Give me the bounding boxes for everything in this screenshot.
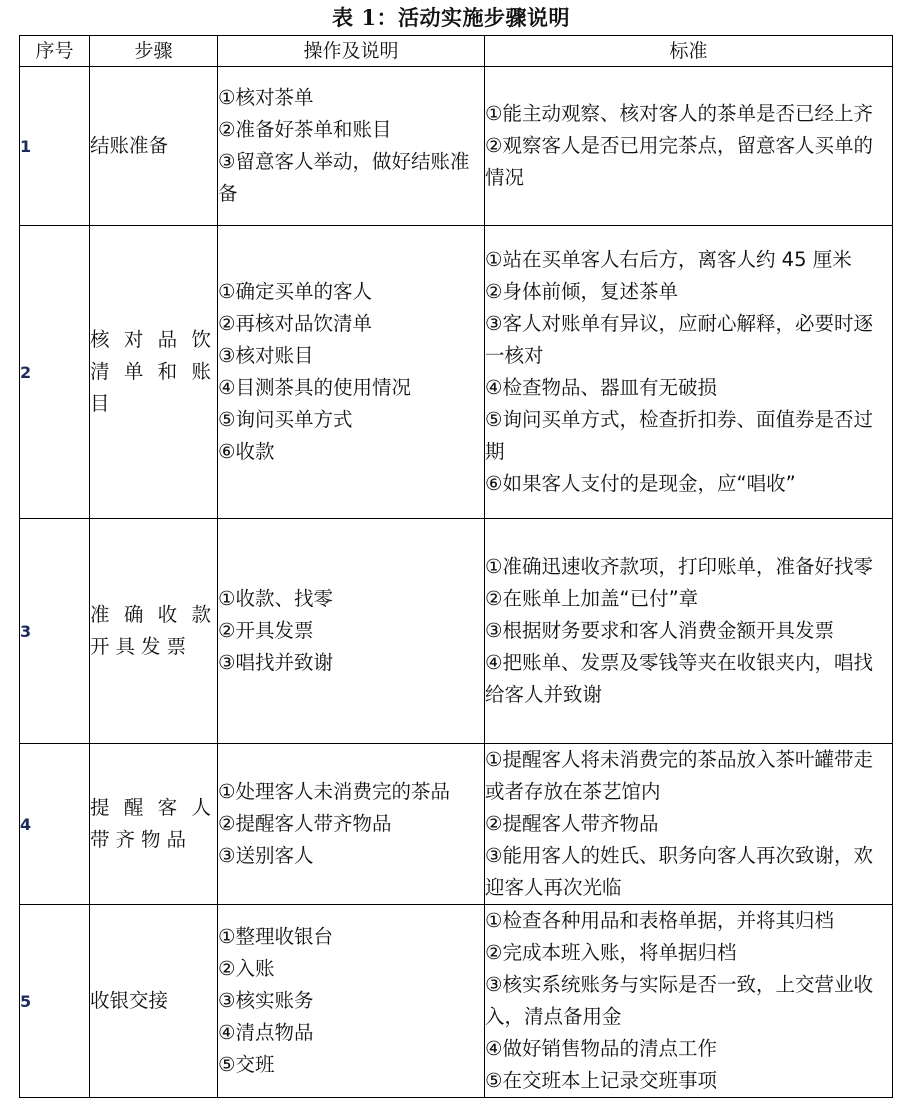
operation-item: ①收款、找零	[218, 587, 333, 610]
operation-item: ③核实账务	[218, 989, 314, 1012]
standard-item: ③客人对账单有异议，应耐心解释，必要时逐一核对	[485, 312, 873, 367]
table-row	[20, 519, 893, 744]
step-name: 核对品饮清单和账目	[90, 226, 218, 519]
standard-item: ①站在买单客人右后方，离客人约 45 厘米	[485, 248, 852, 271]
step-name: 准确收款开具发票	[90, 519, 218, 744]
standard-item: ⑥如果客人支付的是现金，应“唱收”	[485, 472, 796, 495]
row-number: 1	[20, 67, 90, 226]
operation-item: ②入账	[218, 957, 275, 980]
table-row	[20, 905, 893, 1098]
standard-item: ④把账单、发票及零钱等夹在收银夹内，唱找给客人并致谢	[485, 651, 873, 706]
step-name: 提醒客人带齐物品	[90, 744, 218, 905]
standard-list	[485, 226, 893, 519]
header-no: 序号	[20, 36, 90, 67]
operation-item: ④目测茶具的使用情况	[218, 376, 411, 399]
table-row	[20, 67, 893, 226]
operation-item: ①核对茶单	[218, 86, 314, 109]
operation-item: ④清点物品	[218, 1021, 314, 1044]
steps-table	[19, 35, 893, 1098]
operation-item: ③核对账目	[218, 344, 314, 367]
operation-item: ①确定买单的客人	[218, 280, 372, 303]
step-name: 结账准备	[90, 67, 218, 226]
standard-item: ①提醒客人将未消费完的茶品放入茶叶罐带走或者存放在茶艺馆内	[485, 748, 873, 803]
operation-list	[218, 519, 485, 744]
standard-item: ②观察客人是否已用完茶点，留意客人买单的情况	[485, 134, 873, 189]
operation-item: ⑥收款	[218, 440, 275, 463]
standard-list	[485, 67, 893, 226]
standard-list	[485, 905, 893, 1098]
operation-item: ⑤交班	[218, 1053, 275, 1076]
standard-list	[485, 519, 893, 744]
operation-item: ②开具发票	[218, 619, 314, 642]
operation-item: ①处理客人未消费完的茶品	[218, 780, 450, 803]
standard-item: ①准确迅速收齐款项，打印账单，准备好找零	[485, 555, 873, 578]
table-title: 表 1：活动实施步骤说明	[332, 5, 570, 30]
standard-item: ①能主动观察、核对客人的茶单是否已经上齐	[485, 102, 873, 125]
header-row	[20, 36, 893, 67]
standard-item: ③核实系统账务与实际是否一致，上交营业收入，清点备用金	[485, 973, 873, 1028]
operation-item: ②再核对品饮清单	[218, 312, 372, 335]
standard-item: ②提醒客人带齐物品	[485, 812, 659, 835]
operation-item: ⑤询问买单方式	[218, 408, 353, 431]
row-number: 4	[20, 744, 90, 905]
row-number: 2	[20, 226, 90, 519]
operation-item: ①整理收银台	[218, 925, 333, 948]
operation-list	[218, 226, 485, 519]
operation-item: ③唱找并致谢	[218, 651, 333, 674]
operation-list	[218, 905, 485, 1098]
table-row	[20, 744, 893, 905]
operation-item: ②准备好茶单和账目	[218, 118, 392, 141]
standard-list	[485, 744, 893, 905]
header-step: 步骤	[90, 36, 218, 67]
header-standard: 标准	[485, 36, 893, 67]
standard-item: ①检查各种用品和表格单据，并将其归档	[485, 909, 834, 932]
operation-list	[218, 67, 485, 226]
step-name: 收银交接	[90, 905, 218, 1098]
operation-item: ②提醒客人带齐物品	[218, 812, 392, 835]
standard-item: ⑤在交班本上记录交班事项	[485, 1069, 717, 1092]
row-number: 3	[20, 519, 90, 744]
standard-item: ④检查物品、器皿有无破损	[485, 376, 717, 399]
header-operation: 操作及说明	[218, 36, 485, 67]
standard-item: ⑤询问买单方式，检查折扣券、面值券是否过期	[485, 408, 873, 463]
standard-item: ④做好销售物品的清点工作	[485, 1037, 717, 1060]
standard-item: ②在账单上加盖“已付”章	[485, 587, 699, 610]
standard-item: ②身体前倾，复述茶单	[485, 280, 678, 303]
row-number: 5	[20, 905, 90, 1098]
operation-item: ③送别客人	[218, 844, 314, 867]
operation-list	[218, 744, 485, 905]
operation-item: ③留意客人举动，做好结账准备	[218, 150, 470, 205]
standard-item: ③能用客人的姓氏、职务向客人再次致谢，欢迎客人再次光临	[485, 844, 873, 899]
standard-item: ③根据财务要求和客人消费金额开具发票	[485, 619, 834, 642]
standard-item: ②完成本班入账，将单据归档	[485, 941, 737, 964]
table-row	[20, 226, 893, 519]
